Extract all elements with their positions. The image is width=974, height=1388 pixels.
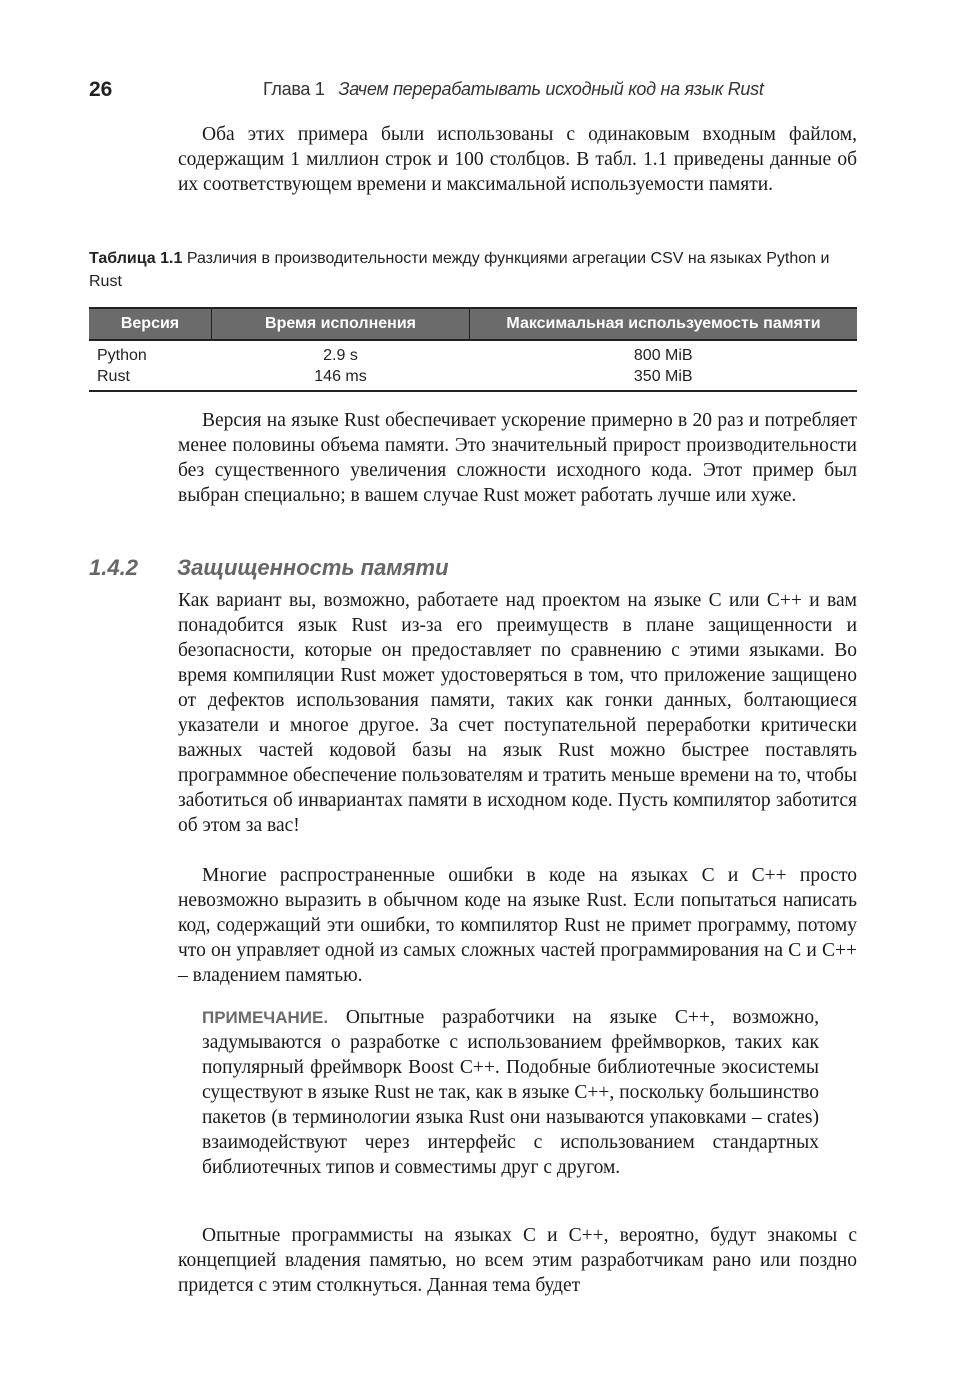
paragraph-text: Версия на языке Rust обеспечивает ускорение примерно в 20 раз и потребляет менее половины объема памяти. Это значительный прирост производительности без существенного увеличения сложности исходного кода. Этот пример был выбран специально; в вашем случае Rust может работать лучше или хуже. xyxy=(178,410,857,506)
cell-exec-time: 2.9 s xyxy=(323,346,358,364)
paragraph-text: Опытные программисты на языках C и C++, вероятно, будут знакомы с концепцией владения памятью, но всем этим разработчикам рано или поздно придется с этим столкнуться. Данная тема будет xyxy=(178,1225,857,1296)
paragraph-text: Оба этих примера были использованы с одинаковым входным файлом, содержащим 1 миллион строк и 100 столбцов. В табл. 1.1 приведены данные об их соответствующем времени и максимальной используемости памяти. xyxy=(178,124,857,195)
table-caption-text: Различия в производительности между функциями агрегации CSV на языках Python и Rust xyxy=(89,250,830,290)
chapter-label: Глава 1 xyxy=(263,79,325,99)
page-number: 26 xyxy=(89,78,113,101)
running-header xyxy=(89,78,859,104)
column-header-max-memory: Максимальная используемость памяти xyxy=(470,308,858,340)
chapter-header xyxy=(263,79,764,100)
table-header-row xyxy=(89,308,857,340)
paragraph-intro xyxy=(178,122,857,197)
paragraph-memory-safety xyxy=(178,588,857,838)
cell-exec-time: 146 ms xyxy=(212,366,470,391)
table-row xyxy=(89,366,857,391)
paragraph-common-errors xyxy=(178,863,857,988)
paragraph-text: Как вариант вы, возможно, работаете над проектом на языке C или C++ и вам понадобится язык Rust из-за его преимуществ в плане защищенности и безопасности, которые он предоставляет по сравнению с этими языками. Во время компиляции Rust может удостоверяться в том, что приложение защищено от дефектов использования памяти, таких как гонки данных, болтающиеся указатели и многое другое. За счет поступательной переработки критически важных частей кодовой базы на язык Rust можно быстрее поставлять программное обеспечение пользователям и тратить меньше времени на то, чтобы заботиться об инвариантах памяти в исходном коде. Пусть компилятор заботится об этом за вас! xyxy=(178,590,857,836)
column-header-exec-time: Время исполнения xyxy=(212,308,470,340)
paragraph-speedup xyxy=(178,408,857,508)
note-text: Опытные разработчики на языке C++, возможно, задумываются о разработке с использованием фреймворков, таких как популярный фреймворк Boost C++. Подобные библиотечные экосистемы существуют в языке Rust не так, как в языке C++, поскольку большинство пакетов (в терминологии языка Rust они называются упаковками – crates) взаимодействуют через интерфейс с использованием стандартных библиотечных типов и совместимы друг с другом. xyxy=(202,1007,819,1178)
paragraph-text: Многие распространенные ошибки в коде на языках C и C++ просто невозможно выразить в обычном коде на языке Rust. Если попытаться написать код, содержащий эти ошибки, то компилятор Rust не примет программу, потому что он управляет одной из самых сложных частей программирования на C и C++ – владением памятью. xyxy=(178,865,857,986)
cell-max-memory: 800 MiB xyxy=(633,346,693,364)
cell-version: Rust xyxy=(89,366,212,391)
performance-table xyxy=(89,307,857,392)
column-header-version: Версия xyxy=(89,308,212,340)
cell-max-memory: 350 MiB xyxy=(470,366,858,391)
table-caption-label: Таблица 1.1 xyxy=(89,250,183,267)
chapter-title: Зачем перерабатывать исходный код на язык Rust xyxy=(338,79,764,99)
table-caption xyxy=(89,247,859,293)
section-title: Защищенность памяти xyxy=(177,555,449,580)
paragraph-ownership xyxy=(178,1223,857,1298)
note-block xyxy=(202,1005,819,1180)
table-row xyxy=(89,340,857,366)
cell-version: Python xyxy=(97,346,147,364)
section-heading xyxy=(89,555,449,581)
section-number: 1.4.2 xyxy=(89,555,138,580)
note-label: ПРИМЕЧАНИЕ. xyxy=(202,1008,329,1027)
